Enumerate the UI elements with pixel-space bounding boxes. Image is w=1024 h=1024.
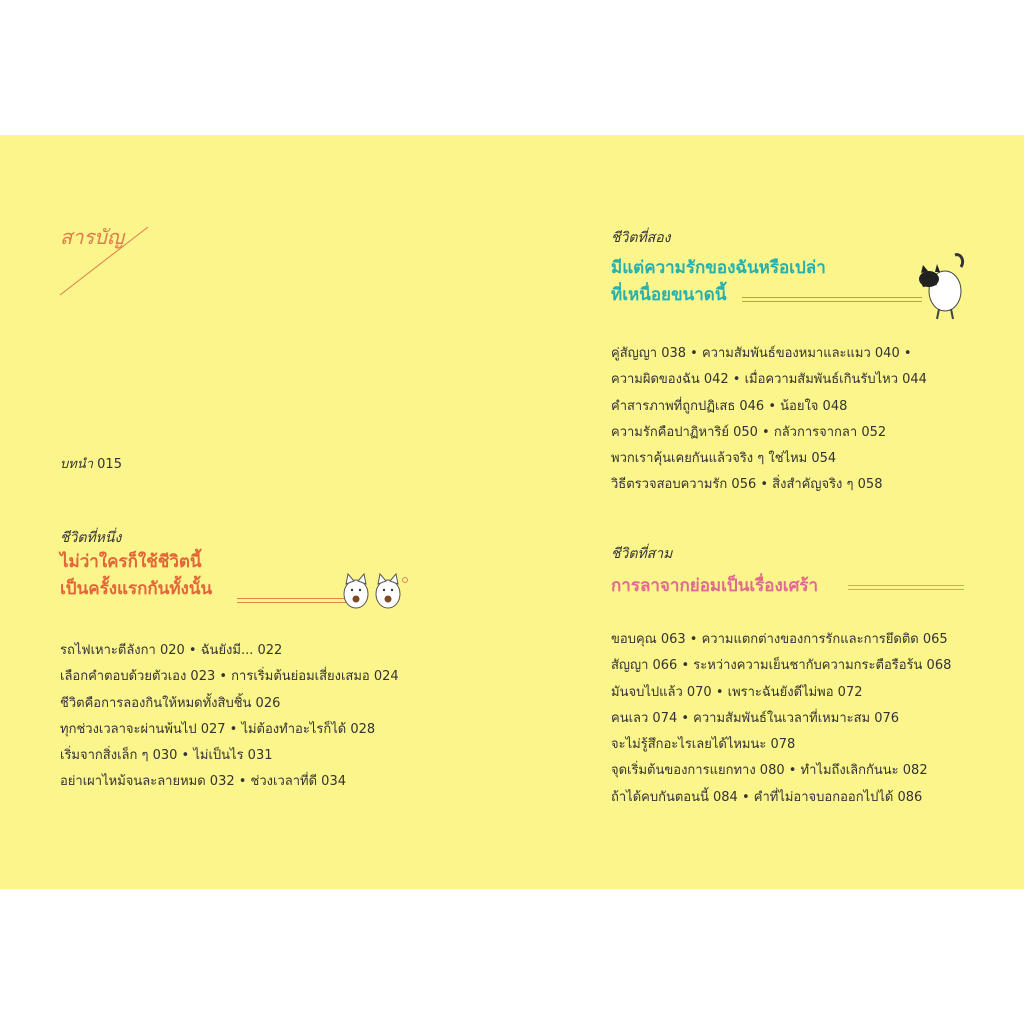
list-item: คนเลว 074 • ความสัมพันธ์ในเวลาที่เหมาะสม 076 (611, 710, 900, 726)
list-item: จุดเริ่มต้นของการแยกทาง 080 • ทำไมถึงเลิกกันนะ 082 (611, 763, 928, 779)
list-item: พวกเราคุ้นเคยกันแล้วจริง ๆ ใช่ไหม 054 (611, 451, 837, 467)
diagonal-line-decoration (58, 225, 150, 297)
list-item: ถ้าได้คบกันตอนนี้ 084 • คำที่ไม่อาจบอกออกไปได้ 086 (611, 789, 923, 805)
section-1-title (60, 549, 212, 603)
list-item: วิธีตรวจสอบความรัก 056 • สิ่งสำคัญจริง ๆ 058 (611, 477, 883, 493)
list-item: สัญญา 066 • ระหว่างความเย็นชากับความกระตือรือร้น 068 (611, 658, 952, 674)
section-2-entries (611, 341, 927, 499)
section-1-title-line-2: เป็นครั้งแรกกันทั้งนั้น (60, 579, 213, 599)
section-3-title-line-1: การลาจากย่อมเป็นเรื่องเศร้า (611, 576, 819, 596)
section-3-title (611, 573, 818, 600)
list-item: ความผิดของฉัน 042 • เมื่อความสัมพันธ์เกินรับไหว 044 (611, 372, 927, 388)
section-1-entries (60, 638, 399, 796)
list-item: คำสารภาพที่ถูกปฏิเสธ 046 • น้อยใจ 048 (611, 398, 848, 414)
intro-label: บทนำ (60, 457, 94, 472)
list-item: มันจบไปแล้ว 070 • เพราะฉันยังดีไม่พอ 072 (611, 684, 863, 700)
intro-page: 015 (97, 457, 122, 472)
section-2-title-line-2: ที่เหนื่อยขนาดนี้ (611, 285, 727, 305)
section-1-label: ชีวิตที่หนึ่ง (60, 530, 122, 546)
book-spread (0, 135, 1024, 889)
section-3-entries (611, 627, 951, 811)
section-2-title-line-1: มีแต่ความรักของฉันหรือเปล่า (611, 258, 826, 278)
section-3-label: ชีวิตที่สาม (611, 546, 673, 562)
list-item: ชีวิตคือการลองกินให้หมดทั้งสิบชิ้น 026 (60, 695, 281, 711)
cat-illustration (915, 249, 969, 321)
section-1-rule (237, 598, 347, 604)
list-item: ทุกช่วงเวลาจะผ่านพ้นไป 027 • ไม่ต้องทำอะไรก็ได้ 028 (60, 721, 376, 737)
list-item: เริ่มจากสิ่งเล็ก ๆ 030 • ไม่เป็นไร 031 (60, 748, 273, 764)
list-item: เลือกคำตอบด้วยตัวเอง 023 • การเริ่มต้นย่อมเสี่ยงเสมอ 024 (60, 669, 399, 685)
list-item: ขอบคุณ 063 • ความแตกต่างของการรักและการยึดติด 065 (611, 632, 948, 647)
section-2-rule (742, 297, 922, 303)
list-item: ความรักคือปาฏิหาริย์ 050 • กลัวการจากลา 052 (611, 424, 887, 440)
two-cats-illustration (342, 572, 410, 612)
intro-entry (60, 453, 122, 474)
toc-title: สารบัญ (60, 225, 124, 249)
list-item: คู่สัญญา 038 • ความสัมพันธ์ของหมาและแมว 040 • (611, 346, 912, 361)
section-3-rule (848, 585, 964, 591)
list-item: รถไฟเหาะตีลังกา 020 • ฉันยังมี... 022 (60, 643, 283, 658)
list-item: จะไม่รู้สึกอะไรเลยได้ไหมนะ 078 (611, 737, 796, 753)
section-2-label: ชีวิตที่สอง (611, 230, 671, 246)
list-item: อย่าเผาไหม้จนละลายหมด 032 • ช่วงเวลาที่ดี 034 (60, 774, 346, 790)
section-1-title-line-1: ไม่ว่าใครก็ใช้ชีวิตนี้ (60, 552, 202, 572)
